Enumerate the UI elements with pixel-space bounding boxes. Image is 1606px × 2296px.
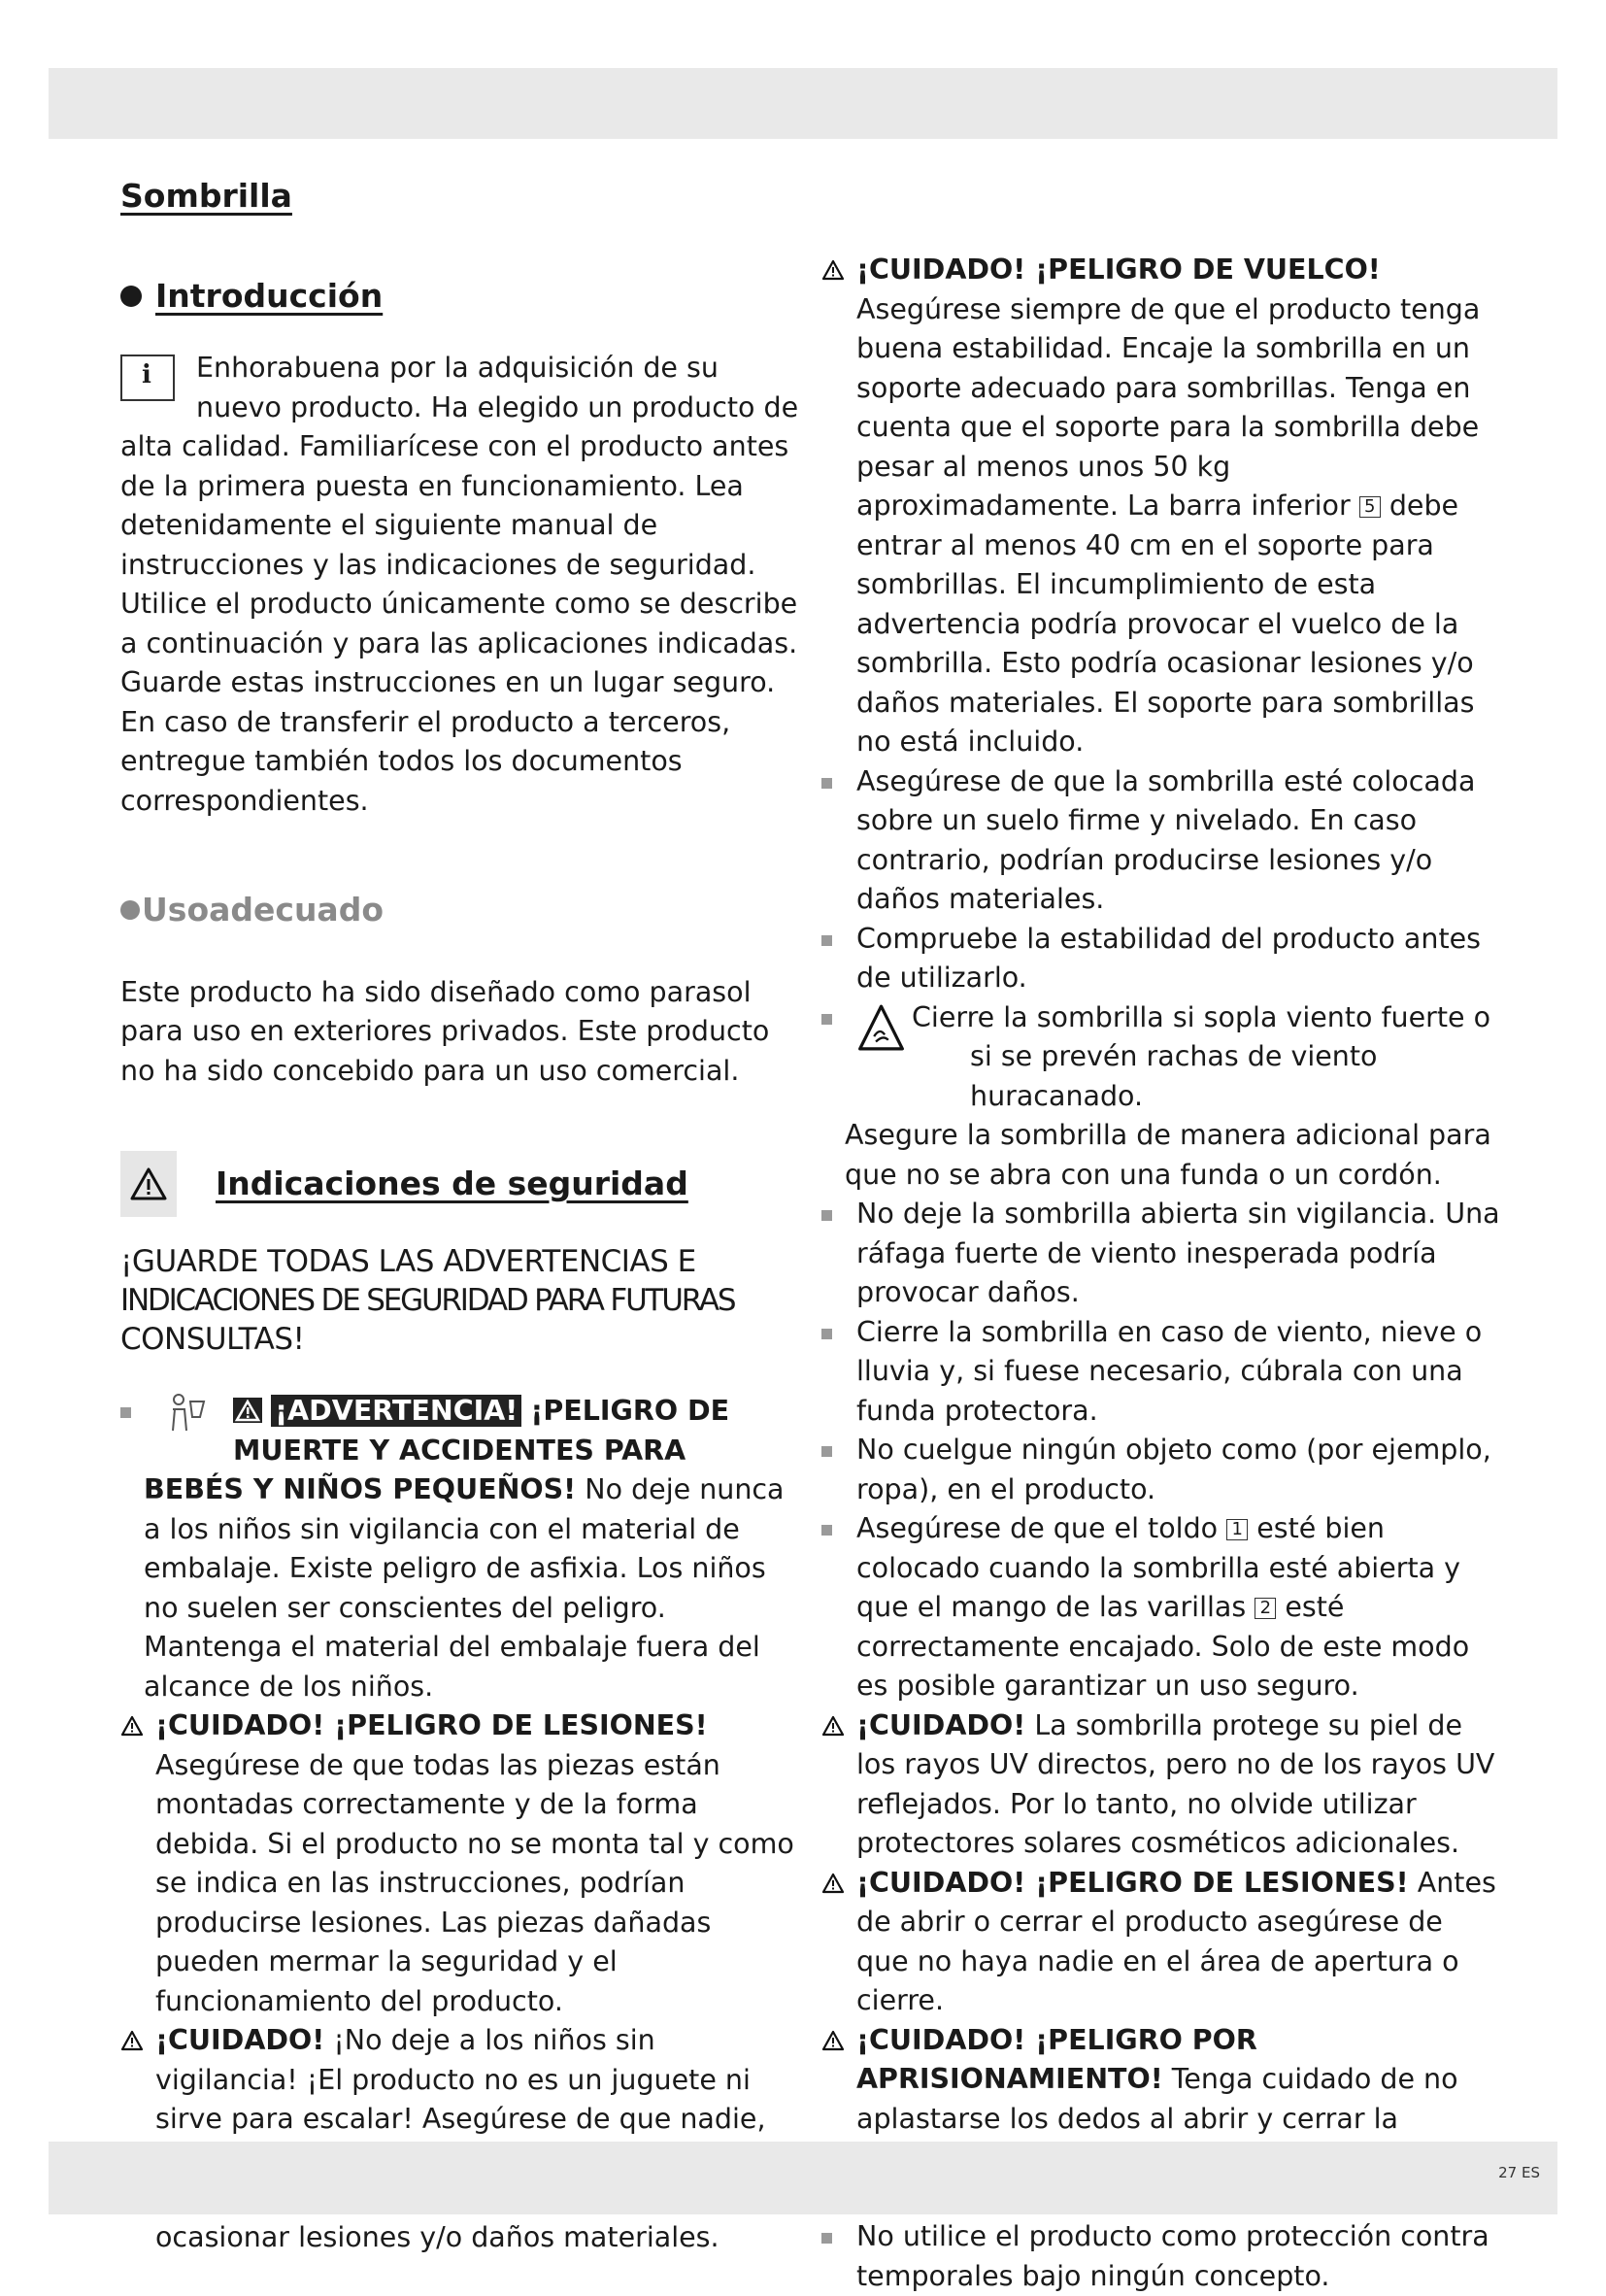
caution-uv: ¡CUIDADO! La sombrilla protege su piel de los rayos UV directos, pero no de los rayos UV reflejados. Por lo tanto, no olvide utilizar protectores solares cosméticos adicionales. [821, 1706, 1501, 1864]
uso-text: Este producto ha sido diseñado como parasol para uso en exteriores privados. Este producto no ha sido concebido para un uso comercial. [120, 975, 770, 1087]
caution-lesiones: ¡CUIDADO! ¡PELIGRO DE LESIONES! Asegúrese de que todas las piezas están montadas correctamente y de la forma debida. Si el producto no se monta tal y como se indica en las instrucciones, podrían producirse lesiones. Las piezas dañadas pueden mermar la seguridad y el funcionamiento del producto. [120, 1706, 800, 2021]
safety-heading: Indicaciones de seguridad [120, 1151, 800, 1217]
right-column-main [821, 251, 1501, 2296]
part-ref: 5 [1359, 496, 1381, 518]
bullet-dot-icon [120, 286, 142, 307]
part-ref: 2 [1255, 1598, 1276, 1619]
advertencia-block: ¡ADVERTENCIA! ¡PELIGRO DE MUERTE Y ACCIDENTES PARA BEBÉS Y NIÑOS PEQUEÑOS! No deje nunca a los niños sin vigilancia con el material de embalaje. Existe peligro de asfixia. Los niños no suelen ser conscientes del peligro. Mantenga el material del embalaje fuera del alcance de los niños. [120, 1392, 800, 1706]
caution-vuelco: ¡CUIDADO! ¡PELIGRO DE VUELCO! Asegúrese siempre de que el producto tenga buena estabilidad. Encaje la sombrilla en un soporte adecuado para sombrillas. Tenga en cuenta que el soporte para la sombrilla debe pesar al menos unos 50 kg aproximadamente. La barra inferior 5 debe entrar al menos 40 cm en el soporte para sombrillas. El incumplimiento de esta advertencia podría provocar el vuelco de la sombrilla. Esto podría ocasionar lesiones y/o daños materiales. El soporte para sombrillas no está incluido. [821, 251, 1501, 762]
caution-triangle-icon [120, 1715, 144, 1737]
list-item: No utilice el producto como protección contra temporales bajo ningún concepto. [821, 2217, 1501, 2296]
advertencia-label: ¡ADVERTENCIA! [271, 1395, 521, 1427]
wind-warning-icon [856, 998, 906, 1057]
list-item: Compruebe la estabilidad del producto antes de utilizarlo. [821, 920, 1501, 998]
page-title: Sombrilla [120, 177, 292, 215]
list-item: Cierre la sombrilla en caso de viento, nieve o lluvia y, si fuese necesario, cúbrala con una funda protectora. [821, 1313, 1501, 1432]
header-bar [49, 68, 1557, 139]
page-number: 27 ES [1498, 2164, 1540, 2181]
list-item: No cuelgue ningún objeto como (por ejemplo, ropa), en el producto. [821, 1431, 1501, 1509]
left-column [120, 173, 800, 2257]
warning-triangle-icon [120, 1151, 177, 1217]
advertencia-text: BEBÉS Y NIÑOS PEQUEÑOS! No deje nunca a los niños sin vigilancia con el material de embalaje. Existe peligro de asfixia. Los niños no suelen ser conscientes del peligro. Mantenga el material del embalaje fuera del alcance de los niños. [144, 1473, 785, 1703]
bullet-dot-icon [120, 900, 140, 920]
part-ref: 1 [1226, 1519, 1248, 1540]
caution-triangle-icon [821, 1715, 845, 1737]
caution-triangle-icon [821, 2030, 845, 2051]
intro-text: Enhorabuena por la adquisición de su nuevo producto. Ha elegido un producto de alta calidad. Familiarícese con el producto antes de la primera puesta en funcionamiento. Lea detenidamente el siguiente manual de instrucciones y las indicaciones de seguridad. Utilice el producto únicamente como se describe a continuación y para las aplicaciones indicadas. Guarde estas instrucciones en un lugar seguro. En caso de transferir el producto a terceros, entregue también todos los documentos correspondientes. [120, 352, 799, 817]
list-item-wind: Cierre la sombrilla si sopla viento fuerte o si se prevén rachas de viento huracanado. Asegure la sombrilla de manera adicional para que no se abra con una funda o un cordón. [821, 998, 1501, 1196]
caution-apertura: ¡CUIDADO! ¡PELIGRO DE LESIONES! Antes de abrir o cerrar el producto asegúrese de que no haya nadie en el área de apertura o cierre. [821, 1864, 1501, 2021]
info-book-icon: i [120, 355, 175, 401]
caution-triangle-icon [120, 2030, 144, 2051]
list-item: No deje la sombrilla abierta sin vigilancia. Una ráfaga fuerte de viento inesperada podría provocar daños. [821, 1195, 1501, 1313]
caps-warning: ¡GUARDE TODAS LAS ADVERTENCIAS E INDICACIONES DE SEGURIDAD PARA FUTURAS CONSULTAS! [120, 1244, 735, 1357]
uso-heading: Usoadecuado [120, 891, 800, 930]
caution-aprisionamiento: ¡CUIDADO! ¡PELIGRO POR APRISIONAMIENTO! Tenga cuidado de no aplastarse los dedos al abrir y cerrar la [821, 2021, 1501, 2218]
list-item: Asegúrese de que el toldo 1 esté bien colocado cuando la sombrilla esté abierta y que el mango de las varillas 2 esté correctamente encajado. Solo de este modo es posible garantizar un uso seguro. [821, 1509, 1501, 1706]
warning-triangle-icon [233, 1398, 262, 1423]
intro-section [120, 349, 800, 821]
caution-triangle-icon [821, 259, 845, 281]
baby-hazard-icon [165, 1392, 210, 1436]
caution-triangle-icon [821, 1873, 845, 1894]
caution-ninos: ¡CUIDADO! ¡No deje a los niños sin vigilancia! ¡El producto no es un juguete ni sirve para escalar! Asegúrese de que nadie, ocasionar lesiones y/o daños materiales. [120, 2021, 800, 2257]
intro-heading: Introducción [120, 277, 800, 317]
footer-bar [49, 2142, 1557, 2214]
list-item: Asegúrese de que la sombrilla esté colocada sobre un suelo firme y nivelado. En caso contrario, podrían producirse lesiones y/o daños materiales. [821, 762, 1501, 920]
